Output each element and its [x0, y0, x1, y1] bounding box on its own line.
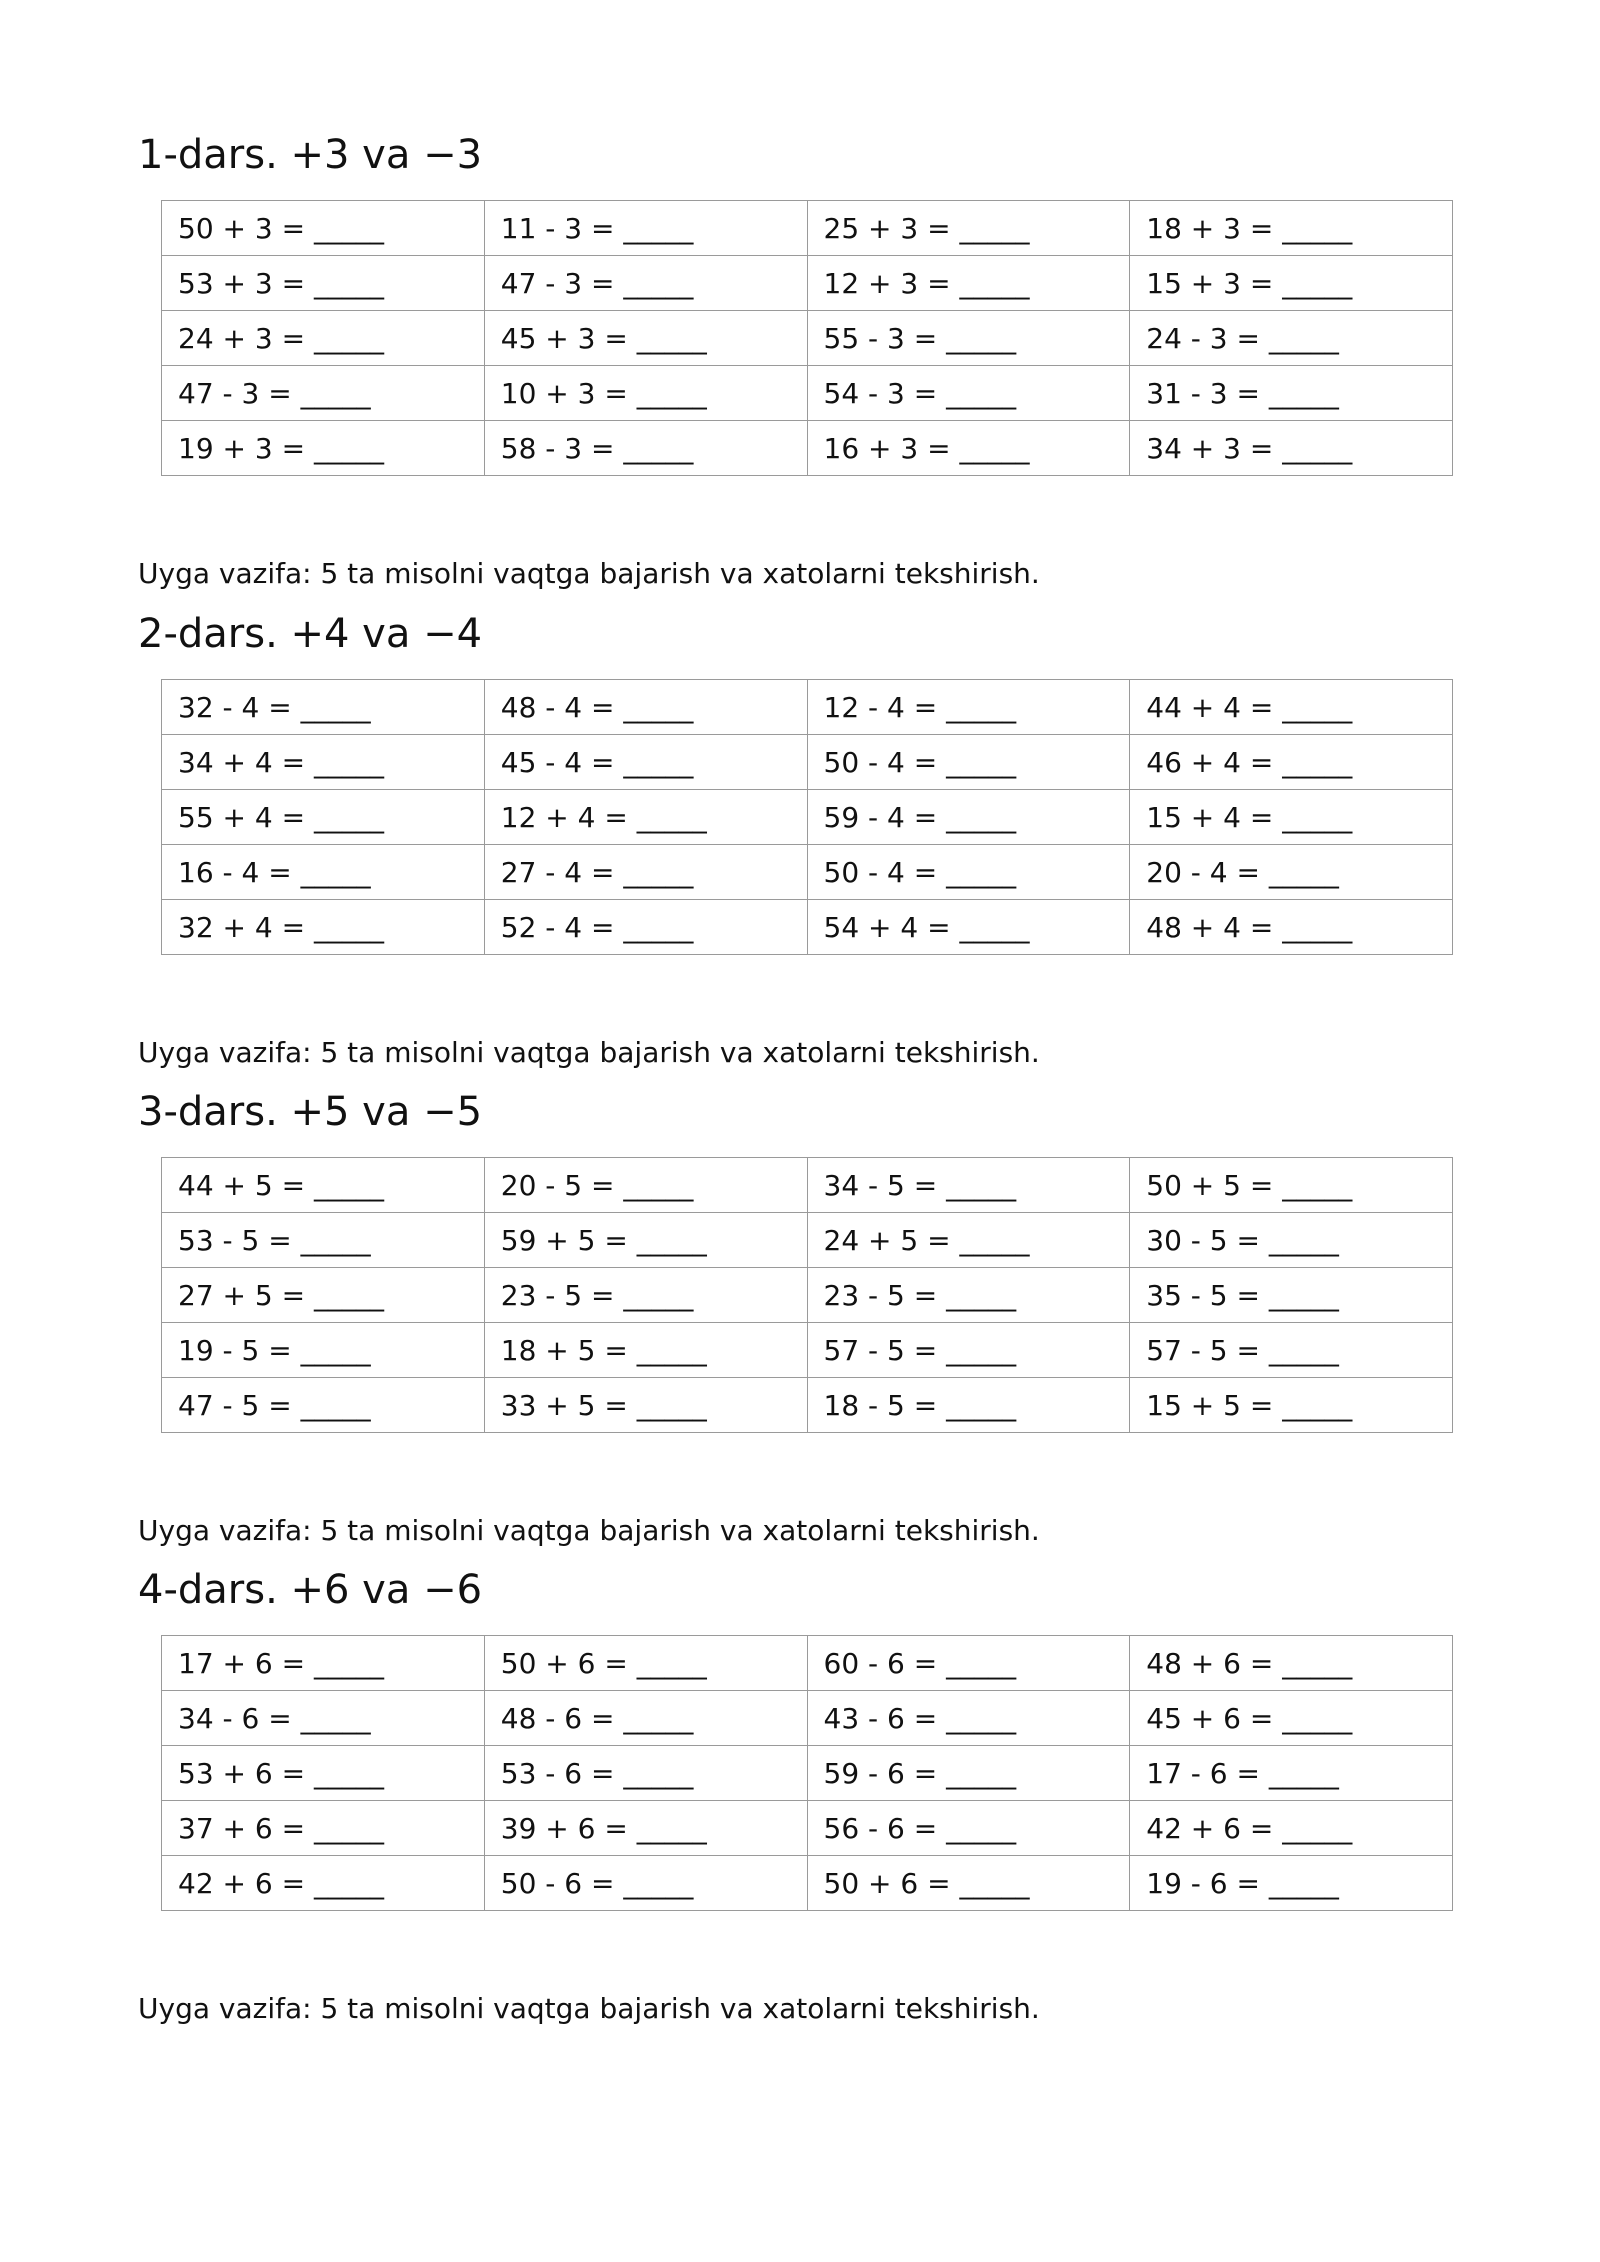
exercise-cell: 48 + 4 = _____ — [1130, 900, 1453, 955]
exercise-cell: 34 + 3 = _____ — [1130, 421, 1453, 476]
exercise-cell: 18 - 5 = _____ — [807, 1378, 1130, 1433]
exercise-cell: 59 + 5 = _____ — [484, 1213, 807, 1268]
exercise-cell: 44 + 5 = _____ — [162, 1158, 485, 1213]
exercise-cell: 16 - 4 = _____ — [162, 845, 485, 900]
exercise-cell: 19 - 5 = _____ — [162, 1323, 485, 1378]
exercise-cell: 57 - 5 = _____ — [807, 1323, 1130, 1378]
exercise-cell: 59 - 4 = _____ — [807, 790, 1130, 845]
exercise-cell: 45 - 4 = _____ — [484, 735, 807, 790]
lesson-4 — [138, 1566, 1458, 2025]
table-row — [162, 735, 1453, 790]
exercise-cell: 56 - 6 = _____ — [807, 1801, 1130, 1856]
exercise-cell: 47 - 3 = _____ — [484, 256, 807, 311]
exercise-cell: 37 + 6 = _____ — [162, 1801, 485, 1856]
exercise-cell: 31 - 3 = _____ — [1130, 366, 1453, 421]
exercise-cell: 45 + 6 = _____ — [1130, 1691, 1453, 1746]
exercise-cell: 42 + 6 = _____ — [1130, 1801, 1453, 1856]
exercise-cell: 44 + 4 = _____ — [1130, 680, 1453, 735]
table-row — [162, 1268, 1453, 1323]
exercise-cell: 50 + 5 = _____ — [1130, 1158, 1453, 1213]
exercise-cell: 17 + 6 = _____ — [162, 1636, 485, 1691]
exercise-cell: 17 - 6 = _____ — [1130, 1746, 1453, 1801]
exercise-cell: 39 + 6 = _____ — [484, 1801, 807, 1856]
exercise-cell: 12 + 3 = _____ — [807, 256, 1130, 311]
table-row — [162, 1856, 1453, 1911]
exercise-cell: 15 + 4 = _____ — [1130, 790, 1453, 845]
homework-note: Uyga vazifa: 5 ta misolni vaqtga bajarish va xatolarni tekshirish. — [138, 1036, 1040, 1069]
exercise-cell: 27 + 5 = _____ — [162, 1268, 485, 1323]
exercise-cell: 50 - 4 = _____ — [807, 735, 1130, 790]
table-row — [162, 311, 1453, 366]
exercise-cell: 43 - 6 = _____ — [807, 1691, 1130, 1746]
exercise-cell: 34 - 6 = _____ — [162, 1691, 485, 1746]
exercise-cell: 58 - 3 = _____ — [484, 421, 807, 476]
exercise-cell: 18 + 3 = _____ — [1130, 201, 1453, 256]
exercise-cell: 55 + 4 = _____ — [162, 790, 485, 845]
exercise-cell: 11 - 3 = _____ — [484, 201, 807, 256]
lesson-title: 2-dars. +4 va −4 — [138, 611, 483, 657]
table-row — [162, 1213, 1453, 1268]
lesson-title: 4-dars. +6 va −6 — [138, 1567, 483, 1613]
exercise-cell: 33 + 5 = _____ — [484, 1378, 807, 1433]
table-row — [162, 1636, 1453, 1691]
table-row — [162, 900, 1453, 955]
exercise-cell: 60 - 6 = _____ — [807, 1636, 1130, 1691]
exercise-cell: 50 + 3 = _____ — [162, 201, 485, 256]
exercise-cell: 10 + 3 = _____ — [484, 366, 807, 421]
exercise-cell: 12 - 4 = _____ — [807, 680, 1130, 735]
exercise-table — [161, 1635, 1453, 1911]
exercise-cell: 53 + 3 = _____ — [162, 256, 485, 311]
exercise-cell: 42 + 6 = _____ — [162, 1856, 485, 1911]
exercise-cell: 20 - 4 = _____ — [1130, 845, 1453, 900]
exercise-cell: 19 + 3 = _____ — [162, 421, 485, 476]
exercise-cell: 50 + 6 = _____ — [484, 1636, 807, 1691]
exercise-table — [161, 1157, 1453, 1433]
homework-note: Uyga vazifa: 5 ta misolni vaqtga bajarish va xatolarni tekshirish. — [138, 1992, 1040, 2025]
lesson-title: 3-dars. +5 va −5 — [138, 1089, 483, 1135]
table-row — [162, 421, 1453, 476]
exercise-table — [161, 679, 1453, 955]
exercise-cell: 59 - 6 = _____ — [807, 1746, 1130, 1801]
table-row — [162, 256, 1453, 311]
exercise-cell: 50 - 6 = _____ — [484, 1856, 807, 1911]
exercise-cell: 32 + 4 = _____ — [162, 900, 485, 955]
exercise-cell: 53 - 6 = _____ — [484, 1746, 807, 1801]
exercise-cell: 20 - 5 = _____ — [484, 1158, 807, 1213]
exercise-cell: 53 + 6 = _____ — [162, 1746, 485, 1801]
exercise-cell: 48 + 6 = _____ — [1130, 1636, 1453, 1691]
lesson-2 — [138, 610, 1458, 1069]
exercise-cell: 45 + 3 = _____ — [484, 311, 807, 366]
exercise-cell: 55 - 3 = _____ — [807, 311, 1130, 366]
homework-note: Uyga vazifa: 5 ta misolni vaqtga bajarish va xatolarni tekshirish. — [138, 1514, 1040, 1547]
exercise-cell: 48 - 6 = _____ — [484, 1691, 807, 1746]
exercise-cell: 52 - 4 = _____ — [484, 900, 807, 955]
exercise-cell: 53 - 5 = _____ — [162, 1213, 485, 1268]
exercise-cell: 30 - 5 = _____ — [1130, 1213, 1453, 1268]
exercise-cell: 46 + 4 = _____ — [1130, 735, 1453, 790]
table-row — [162, 680, 1453, 735]
table-row — [162, 1158, 1453, 1213]
lesson-title: 1-dars. +3 va −3 — [138, 132, 483, 178]
exercise-cell: 12 + 4 = _____ — [484, 790, 807, 845]
exercise-cell: 19 - 6 = _____ — [1130, 1856, 1453, 1911]
exercise-cell: 48 - 4 = _____ — [484, 680, 807, 735]
exercise-cell: 24 + 5 = _____ — [807, 1213, 1130, 1268]
table-row — [162, 1691, 1453, 1746]
exercise-cell: 54 - 3 = _____ — [807, 366, 1130, 421]
exercise-cell: 18 + 5 = _____ — [484, 1323, 807, 1378]
table-row — [162, 201, 1453, 256]
table-row — [162, 1323, 1453, 1378]
exercise-cell: 50 - 4 = _____ — [807, 845, 1130, 900]
homework-note: Uyga vazifa: 5 ta misolni vaqtga bajarish va xatolarni tekshirish. — [138, 557, 1040, 590]
lesson-3 — [138, 1088, 1458, 1547]
exercise-cell: 15 + 3 = _____ — [1130, 256, 1453, 311]
exercise-table — [161, 200, 1453, 476]
exercise-cell: 23 - 5 = _____ — [484, 1268, 807, 1323]
exercise-cell: 47 - 5 = _____ — [162, 1378, 485, 1433]
exercise-cell: 57 - 5 = _____ — [1130, 1323, 1453, 1378]
exercise-cell: 34 + 4 = _____ — [162, 735, 485, 790]
exercise-cell: 34 - 5 = _____ — [807, 1158, 1130, 1213]
table-row — [162, 1378, 1453, 1433]
exercise-cell: 24 + 3 = _____ — [162, 311, 485, 366]
exercise-cell: 54 + 4 = _____ — [807, 900, 1130, 955]
exercise-cell: 24 - 3 = _____ — [1130, 311, 1453, 366]
lesson-1 — [138, 131, 1458, 590]
exercise-cell: 47 - 3 = _____ — [162, 366, 485, 421]
exercise-cell: 35 - 5 = _____ — [1130, 1268, 1453, 1323]
exercise-cell: 50 + 6 = _____ — [807, 1856, 1130, 1911]
exercise-cell: 23 - 5 = _____ — [807, 1268, 1130, 1323]
exercise-cell: 15 + 5 = _____ — [1130, 1378, 1453, 1433]
table-row — [162, 1746, 1453, 1801]
exercise-cell: 32 - 4 = _____ — [162, 680, 485, 735]
exercise-cell: 27 - 4 = _____ — [484, 845, 807, 900]
table-row — [162, 845, 1453, 900]
table-row — [162, 1801, 1453, 1856]
table-row — [162, 790, 1453, 845]
exercise-cell: 25 + 3 = _____ — [807, 201, 1130, 256]
exercise-cell: 16 + 3 = _____ — [807, 421, 1130, 476]
table-row — [162, 366, 1453, 421]
